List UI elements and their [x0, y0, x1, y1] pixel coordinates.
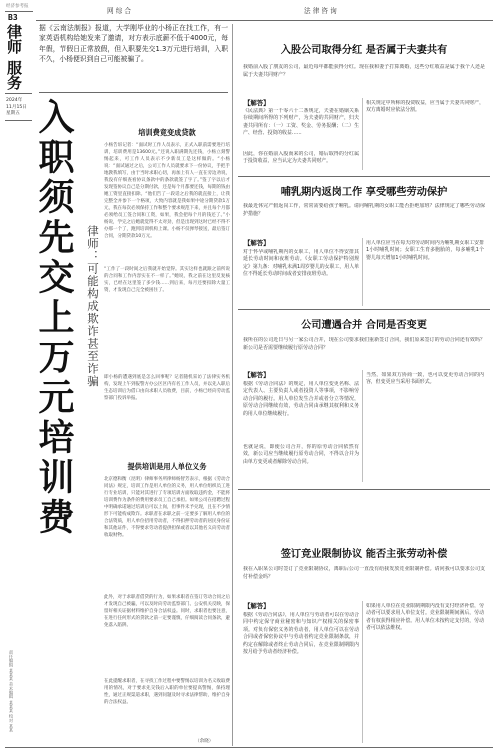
editor-colophon: 责任编辑 某某某 美术编辑 某某某 校对 某某 [9, 650, 14, 733]
r3-answer-col1: 根据《劳动合同法》的规定，用人单位变更名称、法定代表人、主要负责人或者投资人等事项，不影响劳动合同的履行。用人单位发生合并或者分立等情况，原劳动合同继续有效，劳动合同由承继其权利和义务的用人单位继续履行。 [243, 381, 359, 417]
r1-question: 我婚前入股了朋友的公司，最近每年都能获得分红。现在我和妻子打算离婚，这些分红收益是属于我个人还是属于夫妻共同财产？ [243, 64, 485, 78]
issue-month-day: 11月15日 [6, 104, 27, 110]
r1-answer-col1b: 因此，你在婚前入股而来的公司，婚后取得的分红属于投资收益，应当认定为夫妻共同财产。 [243, 151, 359, 165]
r1-col-divider [362, 98, 363, 170]
article1-title: 培训费竟变成贷款 [138, 128, 196, 137]
article1-body: 小杨告诉记者：“面试时工作人员表示，正式入职前需要进行培训，培训费用是13600元。”还说入职满期先还钱，小杨立刻警惕起来，可工作人员表示不少新员工是这样做的。“小杨说：“面试通过之后，公司工作人员就要求下一份协议，手把手地教我填写，由于当时求职心切，再加上有人一直在旁边劝说，我没有仔细查看协议条款中的条款就签了字了。”签了字以后才发现签协议自己是分期付款，还是每个月都要还钱，每期的钱由她工资里直接扣除。“他们告了一段话之后我的就直接上，让我完整全并参下一个格项，大致内容就是我如果中途分期贷款1万元，我在每次必须保持工作和整个要求规范下来，并且每个月都必须给员工签合同和工资，如果，我会把每个月的钱还了。”小杨说，学完之后她就觉得不太对劲，但是出现到这时已经不得不办那一个了，跑到培训机构上课。小杨不仅弹琴接送，最后签订合同，分期贷款10万元。 [104, 143, 230, 239]
r1-answer-col1: 《民法典》第一千零六十二条规定，夫妻在婚姻关系存续期间所得的下列财产，为夫妻的共同财产，归夫妻共同所有：（一）工资、奖金、劳务报酬；（二）生产、经营、投资的收益…… [243, 108, 359, 137]
r4-title: 签订竞业限制协议 能否主张劳动补偿 [280, 549, 448, 560]
bottom-rule [5, 747, 493, 748]
article2-body-3: 在此提醒求职者，在寻找工作过程中要警惕以培训为名义收取费用的情况，对于要求先交钱后入职的单位要提高警惕，保持理性，通过正规渠道求职，遇到问题及时寻求法律帮助，维护自身的合法权益。 [104, 679, 230, 705]
r1-answer-col2: 相关规定中所称的投资收益，应当属于夫妻共同财产，双方离婚时应依法分割。 [366, 100, 484, 114]
r4-question: 我在入职某公司时签订了竞业限制协议，离职后公司一直没有给我发放竞业限制补偿。请问我可以要求公司支付补偿金吗？ [243, 566, 485, 580]
top-rule [36, 20, 493, 21]
lead-paragraph: 据《云南法制报》报道，大学刚毕业的小杨正在找工作，有一家英语机构给她发来了邀请，对方表示底薪不低于4000元，每年假，节假日正常放假，但入职要先交1.3万元进行培训，入职不久，小杨便识到自己可能被骗了。 [39, 24, 228, 63]
r1-bottom-rule [238, 176, 490, 177]
r2-answer-col2: 用人单位应当在每天的劳动时间内为哺乳期女职工安排1小时哺乳时间；女职工生育多胞胎的，每多哺乳1个婴儿每天增加1小时哺乳时间。 [366, 240, 484, 261]
r2-answer-col1: 对于怀孕或哺乳期内的女职工，用人单位不得安排其延长劳动时间和夜班劳动。《女职工劳动保护特别规定》第九条：对哺乳未满1周岁婴儿的女职工，用人单位不得延长劳动时间或者安排夜班劳动。 [243, 249, 359, 278]
r2-answer-tag: 【解答】 [244, 239, 270, 247]
section-header-left: 网 综 合 [107, 7, 131, 15]
section-title-lawyer: 律师 [5, 24, 23, 54]
article2-title: 提供培训是用人单位义务 [127, 462, 207, 471]
r4-col-divider [362, 601, 363, 743]
r2-bottom-rule [238, 309, 490, 310]
issue-date [6, 98, 27, 118]
article2-body: 北京德和衡（昆明）律师事务所律师杨智芳表示，根据《劳动合同法》规定，培训工作是用人单位的义务，用人单位组织员工进行专业培训，只能对其进行了专项培训方面收取违约金，不能将培训费作为条件的费用要求员工自己承担。如果公司在招聘过程中明确承诺通过培训后可以上岗，但事件未予兑现，且在不少情形下可能构成欺诈。求职者在求职之前一定要多了解用人单位的合法资质，用人单位招用劳动者，不得扣押劳动者的居民身份证和其他证件，不得要求劳动者提供担保或者以其他名义向劳动者收取财物。 [104, 477, 230, 538]
top-rule-left [5, 11, 33, 12]
main-headline: 入职须先交上万元培训费 [33, 98, 74, 538]
article2-body-2: 此外，对于求职者借贷的行为，如果求职者在签订劳动合同之后才发现自己被骗，可以及时向劳动监察部门、公安机关反映，保留好相关证据材料维护自身合法权益。同时，求职者也要注意，在进行任何形式的贷款之前一定要谨慎，仔细阅读合同条款，避免落入陷阱。 [104, 595, 230, 628]
article1-body-2: “工作了一段时间之后我就开始觉得。其实这样也就跟之前所说的合同和工作内容实在不一样了。”她说，我之前在这里反复核实，已经在这里签了多少钱……到后来，每月还要扣除大量工资，才发现自己完全被困住了。 [104, 267, 230, 293]
r3-col-divider [362, 370, 363, 482]
r4-answer-col2: 如果用人单位在竞业限制期限内没有支付经济补偿，劳动者可以要求用人单位支付。竞业限制期间满后，劳动者有权获得相应补偿。用人单位未按约定支付的，劳动者可以依法维权。 [366, 603, 484, 632]
r3-answer-tag: 【解答】 [244, 371, 270, 379]
r2-title: 哺乳期内返岗工作 享受哪些劳动保护 [280, 187, 448, 198]
r1-title: 入股公司取得分红 是否属于夫妻共有 [280, 45, 448, 56]
r3-answer-col2: 当然，如果双方协商一致，也可以变更劳动合同的内容，但变更应当采用书面形式。 [366, 372, 484, 386]
section-header-right: 法 律 咨 询 [304, 7, 337, 15]
section-title-service: 服务 [5, 60, 23, 90]
issue-weekday: 星期五 [6, 111, 20, 116]
r4-answer-col1: 根据《劳动合同法》，用人单位与劳动者可以在劳动合同中约定保守商业秘密和与知识产权相关的保密事项。对负有保密义务的劳动者，用人单位可以在劳动合同或者保密协议中与劳动者约定竞业限制条款，并约定在解除或者终止劳动合同后，在竞业限制期限内按月给予劳动者经济补偿。 [243, 612, 359, 656]
article1-body-3: 即小杨的遭遇到底是怎么回事呢？记者随机采访了法律实务机构，发现上午到报警方办公区区内有名工作人员，并以先入职后生态培训后为借口由向求职人员收费，目前，小杨已经向劳动监察部门投诉举报。 [104, 375, 230, 401]
r3-bottom-rule [238, 489, 490, 490]
r2-question: 我最近休完产假返岗工作，常常需要给孩子哺乳。请问哺乳期的女职工能否拒绝加班？法律规定了哪些劳动保护措施？ [243, 203, 485, 217]
article2-signature: （余晓） [195, 739, 214, 744]
r3-question: 我所在的公司近日与另一家公司合并，现在公司要求我们重新签订合同，我们原来签订的劳动合同还有效吗？新公司是否需要继续履行原劳动合同？ [243, 337, 485, 351]
page-number: B3 [8, 13, 18, 22]
column-divider-main [232, 24, 233, 746]
sidebar-rule-1 [5, 93, 32, 94]
r3-title: 公司遭遇合并 合同是否变更 [301, 320, 427, 331]
r4-answer-tag: 【解答】 [244, 602, 270, 610]
r2-col-divider [362, 238, 363, 306]
sub-headline: 律师：可能构成欺诈甚至诈骗 [86, 225, 100, 388]
lead-rule [39, 92, 228, 93]
r3-answer-col1b: 也就是说，即使公司合并，你的原劳动合同依然有效，新公司应当继续履行原劳动合同，不得以合并为由单方变更或者解除劳动合同。 [243, 444, 359, 465]
newspaper-masthead: 经济参考报 [6, 4, 29, 9]
r1-answer-tag: 【解答】 [244, 99, 270, 107]
issue-year: 2024年 [6, 98, 23, 103]
